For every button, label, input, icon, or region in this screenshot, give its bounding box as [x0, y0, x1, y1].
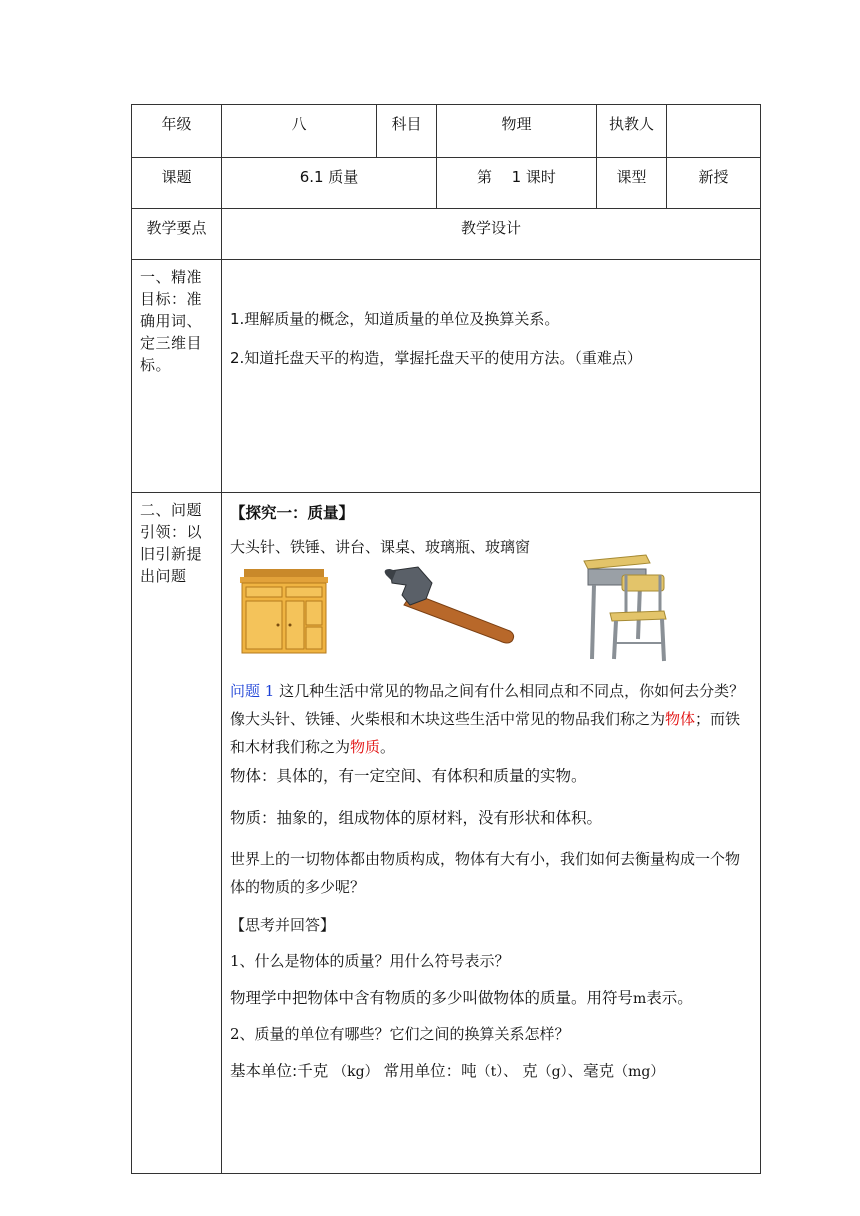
- grade-value: 八: [222, 105, 377, 158]
- topic-label: 课题: [132, 158, 222, 209]
- mass-symbol: m: [633, 991, 647, 1007]
- items-line: 大头针、铁锤、讲台、课桌、玻璃瓶、玻璃窗: [230, 538, 531, 556]
- unit-sep-2: 、毫克: [567, 1062, 615, 1080]
- answer-a-suffix: 表示。: [646, 989, 693, 1007]
- question-1-text: 这几种生活中常见的物品之间有什么相同点和不同点，你如何去分类？: [279, 682, 745, 700]
- header-row-grade: [132, 105, 761, 158]
- cabinet-picture: [238, 569, 330, 655]
- design-label: 教学设计: [222, 209, 761, 260]
- question-a: 1、什么是物体的质量？用什么符号表示？: [230, 952, 510, 970]
- section1-side-label: 一、精准目标：准确用词、定三维目标。: [132, 260, 222, 493]
- pictures-row: [230, 563, 754, 671]
- unit-common-label: 常用单位：吨: [383, 1062, 477, 1080]
- unit-g: （g）: [537, 1064, 568, 1080]
- type-value: 新授: [667, 158, 761, 209]
- points-label: 教学要点: [132, 209, 222, 260]
- question-b: 2、质量的单位有哪些？它们之间的换算关系怎样？: [230, 1025, 570, 1043]
- definition-object: 物体：具体的，有一定空间、有体积和质量的实物。: [230, 767, 587, 785]
- object-text-c: 。: [380, 738, 396, 756]
- explore-title: 【探究一：质量】: [230, 504, 355, 522]
- goals-cell: [222, 260, 761, 493]
- header-row-design: [132, 209, 761, 260]
- hammer-picture: [382, 565, 517, 645]
- period-prefix: 第: [477, 168, 493, 186]
- question-1-label: 问题 1: [230, 682, 275, 700]
- world-text: 世界上的一切物体都由物质构成，物体有大有小，我们如何去衡量构成一个物体的物质的多少呢？: [230, 850, 741, 896]
- subject-value: 物理: [437, 105, 597, 158]
- object-text-a: 像大头针、铁锤、火柴根和木块这些生活中常见的物品我们称之为: [230, 710, 666, 728]
- unit-g-label: 克: [522, 1062, 538, 1080]
- lesson-plan-table: [131, 104, 761, 1174]
- questions-cell: [222, 493, 761, 1174]
- object-text-b: ；而铁和木材我们称之为: [230, 710, 741, 756]
- section2-side-label: 二、问题引领：以旧引新提出问题: [132, 493, 222, 1174]
- grade-label: 年级: [132, 105, 222, 158]
- unit-base-symbol: （kg）: [333, 1064, 379, 1080]
- answer-a-prefix: 物理学中把物体中含有物质的多少叫做物体的质量。用符号: [230, 989, 634, 1007]
- section-goals-row: [132, 260, 761, 493]
- definition-matter: 物质：抽象的，组成物体的原材料，没有形状和体积。: [230, 809, 603, 827]
- goal-2: 2.知道托盘天平的构造，掌握托盘天平的使用方法。（重难点）: [230, 349, 642, 367]
- teacher-value: [667, 105, 761, 158]
- answer-a: [230, 985, 754, 1012]
- period-value: 1 课时: [511, 168, 556, 186]
- unit-mg: （mg）: [614, 1064, 665, 1080]
- header-row-topic: [132, 158, 761, 209]
- unit-t: （t）: [476, 1064, 504, 1080]
- unit-sep-1: 、: [503, 1064, 518, 1080]
- desk-chair-picture: [580, 553, 676, 665]
- matter-word: 物质: [350, 738, 381, 756]
- topic-value: 6.1 质量: [222, 158, 437, 209]
- object-matter-text: [230, 705, 754, 761]
- teacher-label: 执教人: [597, 105, 667, 158]
- unit-base-label: 基本单位:千克: [230, 1062, 329, 1080]
- period-cell: [437, 158, 597, 209]
- goal-1: 1.理解质量的概念，知道质量的单位及换算关系。: [230, 310, 560, 328]
- type-label: 课型: [597, 158, 667, 209]
- section-questions-row: [132, 493, 761, 1174]
- units-line: [230, 1058, 754, 1085]
- subject-label: 科目: [377, 105, 437, 158]
- think-title: 【思考并回答】: [230, 916, 336, 934]
- object-word: 物体: [665, 710, 696, 728]
- question-1: [230, 677, 754, 705]
